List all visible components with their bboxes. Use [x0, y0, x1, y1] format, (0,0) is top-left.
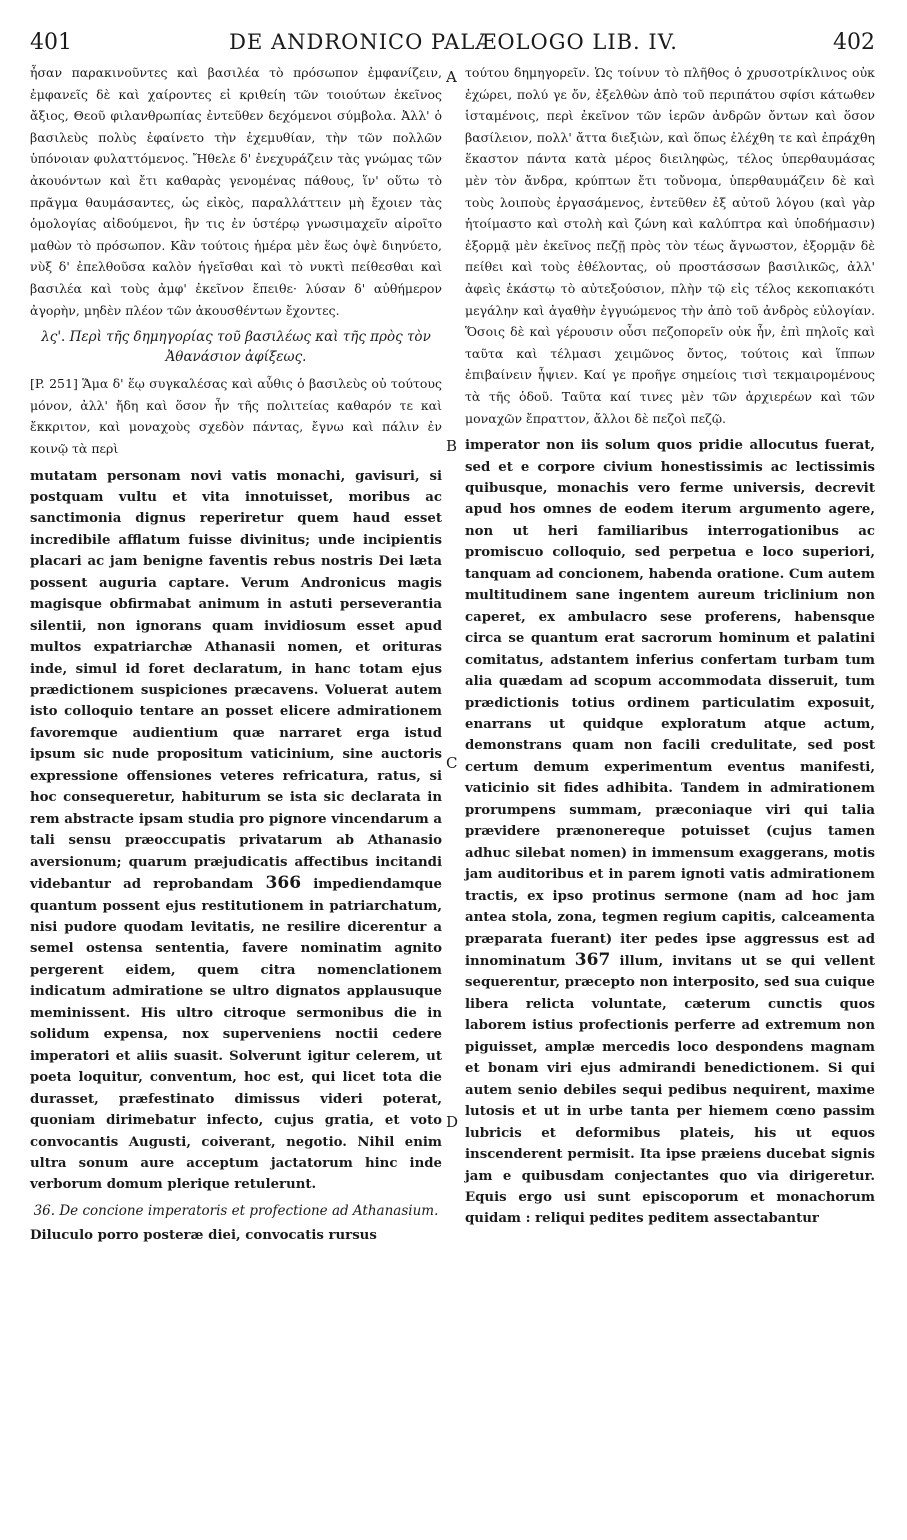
latin-section-heading: 36. De concione imperatoris et profectione ad Athanasium.: [33, 1202, 439, 1219]
margin-letter-b: B: [446, 437, 458, 455]
right-page-number: 402: [833, 30, 875, 55]
page-header: [0, 28, 907, 62]
margin-letter-a: A: [446, 68, 457, 86]
latin-paragraph-3: imperator non iis solum quos pridie allocutus fuerat, sed et e corpore civium honestissimis ac lectissimis quibusque, monachis vero ferme universis, decrevit apud hos omnes de eodem iterum argumento agere, non ut heri familiaribus interrogationibus ac promiscuo colloquio, sed perpetua e loco superiori, tanquam ad concionem, habenda oratione. Cum autem multitudinem sane ingentem aureum triclinium non caperet, ex ambulacro sese proferens, habensque circa se quantum erat sacrorum hominum et palatini comitatus, adstantem inferius confertam turbam tum alia quædam ad scopum accommodata disseruit, tum prædictionis totius ordinem particulatim exposuit, enarrans ut quidque exploratum atque actum, demonstrans quam non facili credulitate, sed post certum demum experimentum eventus manifesti, vaticinio sit fides adhibita. Tandem in admirationem prorumpens summam, præconiaque viri qui talia prævidere prænonereque potuisset (cujus tamen adhuc silebat nomen) in immensum exaggerans, motis jam auditoribus et in parem ignoti vatis admirationem tractis, ex ipso protinus sermone (nam ad hoc jam antea stola, zona, tegmen regium capitis, calceamenta præparata fuerant) iter pedes ipse aggressus est ad innominatum 367 illum, invitans ut se qui vellent sequerentur, præcepto non interposito, sed sua cuique libera relicta voluntate, cæterum cunctis quos laborem istius profectionis perferre ad extremum non piguisset, amplæ mercedis loco despondens magnam et bonam viri ejus admirandi benedictionem. Si qui autem senio debiles sequi pedibus nequirent, maxime lutosis et ut in urbe tanta per hiemem cœno passim lubricis et deformibus plateis, his ut equos inscenderent permisit. Ita ipse præiens ducebat signis jam e quibusdam conjectantes quo via dirigeretur. Equis ergo usi sunt episcoporum et monachorum quidam : reliqui pedites peditem assectabantur: [465, 438, 875, 1227]
right-latin-text: [465, 435, 875, 1230]
left-greek-text-2: [30, 373, 442, 459]
latin-paragraph-2: Diluculo porro posteræ diei, convocatis rursus: [30, 1227, 377, 1243]
column-number-367: 367: [574, 949, 611, 970]
column-number-366: 366: [265, 873, 302, 894]
greek-paragraph-1: ἦσαν παρακινοῦντες καὶ βασιλέα τὸ πρόσωπον ἐμφανίζειν, ἐμφανεῖς δὲ καὶ χαίροντες εἰ κριθείη τῶν τοιούτων ἐκεῖνος ἄξιος, Θεοῦ φιλανθρωπίας ἐντεῦθεν δεχόμενοι σύμβολα. Ἀλλ' ὁ βασιλεὺς πολὺς ἐφαίνετο τὴν ἐχεμυθίαν, τὴν τῶν πολλῶν ὑπόνοιαν φυλαττόμενος. Ἤθελε δ' ἐνεχυράζειν τὰς γνώμας τῶν ἀκουόντων καὶ ἔτι καθαρὰς γενομένας πάθους, ἵν' οὕτω τὸ πρᾶγμα θαυμάσαντες, ὡς εἰκὸς, παραλλάττειν μὴ ἔχοιεν τὰς ὁμολογίας αἰδούμενοι, ἣν τις ἐν ὑστέρῳ γνωσιμαχεῖν αἱροῖτο μαθὼν τὸ πρόσωπον. Κἂν τούτοις ἡμέρα μὲν ἕως ὀψὲ διηνύετο, νὺξ δ' ἐπελθοῦσα καλὸν ἡγεῖσθαι καὶ τὸ νυκτὶ πείθεσθαι καὶ βασιλέα καὶ τοὺς ἀμφ' ἐκεῖνον ἔπειθε· λύσαν δ' αὐθήμερον ἀγορὴν, μηδὲν πλέον τῶν ἀκουσθέντων ἔχοντες.: [30, 65, 442, 318]
right-greek-text: [465, 62, 875, 429]
left-page-number: 401: [30, 30, 72, 55]
latin-paragraph-1: mutatam personam novi vatis monachi, gavisuri, si postquam vultu et vita innotuisset, moribus ac sanctimonia dignus reperiretur quem haud esset incredibile afflatum fuisse divinitus; unde incipientis placari ac jam benigne faventis rebus nostris Dei læta possent auguria captare. Verum Andronicus magis magisque obfirmabat animum in astuti perseverantia silentii, non ignorans quam invidiosum esset apud multos expatriarchæ Athanasii nomen, et orituras inde, simul id foret declaratum, in hanc totam ejus prædictionem suspiciones præcavens. Voluerat autem isto colloquio tentare an posset elicere admirationem favoremque audientium quæ narraret erga istud ipsum sic nude propositum vaticinium, sine auctoris expressione offensiones veteres refricatura, ratus, si hoc consequeretur, habiturum se ista sic declarata in rem abstracte ipsam studia pro pignore vincendarum a tali sensu præoccupatis privatarum ab Athanasio aversionum; quarum præjudicatis affectibus incitandi videbantur ad reprobandam 366 impediendamque quantum possent ejus restitutionem in patriarchatum, nisi pudore quodam levitatis, ne resilire dicerentur a semel ostensa sententia, favere nominatim agnito pergerent eidem, quem citra nomenclationem indicatum admiratione se ultro dignatos applausuque meminissent. His ultro citroque sermonibus die in solidum expensa, nox superveniens noctii cedere imperatori et aliis suasit. Solverunt igitur celerem, ut poeta loquitur, conventum, hoc est, qui licet tota die durasset, præfestinato dimissus videri poterat, quoniam dirimebatur infecto, cujus gratia, et voto convocantis Augusti, coiverant, negotio. Nihil enim ultra sonum aure acceptum jactatorum hinc inde verborum domum plerique retulerunt.: [30, 468, 442, 1193]
left-greek-text: [30, 62, 442, 321]
greek-paragraph-3: τούτου δημηγορεῖν. Ὡς τοίνυν τὸ πλῆθος ὁ χρυσοτρίκλινος οὐκ ἐχώρει, πολύ γε ὄν, ἐξελθὼν ἀπὸ τοῦ περιπάτου σφίσι κάτωθεν ἱσταμένοις, περὶ ἐκεῖνον τῶν ἱερῶν ἀνδρῶν ὄντων καὶ ὅσον βασίλειον, πολλ' ἄττα διεξιὼν, καὶ ὅπως ἐλέχθη τε καὶ ἐπράχθη ἕκαστον πάντα κατὰ μέρος διειληφὼς, τέλος ὑπερθαυμάσας μὲν τὸν ἄνδρα, κρύπτων ἔτι τοὔνομα, ὑπερθαυμάζειν δὲ καὶ τοὺς λοιποὺς ἐργασάμενος, ἐντεῦθεν ἐξ αὐτοῦ λόγου (καὶ γὰρ ἡτοίμαστο καὶ στολὴ καὶ ζώνη καὶ καλύπτρα καὶ ὑποδήμασιν) ἐξορμᾷ μὲν ἐκεῖνος πεζῇ πρὸς τὸν τέως ἄγνωστον, ἐξορμᾷν δὲ πείθει καὶ τοὺς ἐθέλοντας, οὐ προστάσσων βασιλικῶς, ἀλλ' ἀφεὶς ἑκάστῳ τὸ αὐτεξούσιον, πλὴν τῷ εἰς τέλος κεκοπιακότι μεγάλην καὶ ἀγαθὴν ἐγγυώμενος τὴν ἀπὸ τοῦ ἀνδρὸς εὐλογίαν. Ὅσοις δὲ καὶ γέρουσιν οὖσι πεζοπορεῖν οὐκ ἦν, ἐπὶ πηλοῖς καὶ ταῦτα καὶ τέλμασι χειμῶνος ὄντος, τούτοις καὶ ἵππων ἐπιβαίνειν ἧψιεν. Καί γε προῆγε σημείοις τισὶ τεκμαιρομένους τὰ τῆς ὁδοῦ. Ταῦτα καί τινες μὲν τῶν ἀρχιερέων καὶ τῶν μοναχῶν ἔπραττον, ἄλλοι δὲ πεζοὶ πεζῷ.: [465, 65, 875, 426]
running-title: DE ANDRONICO PALÆOLOGO LIB. IV.: [229, 30, 678, 54]
margin-letter-c: C: [446, 754, 458, 772]
margin-letter-d: D: [446, 1113, 459, 1131]
left-column: [30, 62, 442, 1246]
right-column: [465, 62, 875, 1230]
left-latin-text: [30, 466, 442, 1247]
greek-section-heading: λς'. Περὶ τῆς δημηγορίας τοῦ βασιλέως καὶ τῆς πρὸς τὸν Ἀθανάσιον ἀφίξεως.: [41, 329, 431, 366]
greek-paragraph-2: [P. 251] Ἅμα δ' ἕῳ συγκαλέσας καὶ αὖθις ὁ βασιλεὺς οὐ τούτους μόνον, ἀλλ' ἤδη καὶ ὅσον ἦν τῆς πολιτείας καθαρόν τε καὶ ἔκκριτον, καὶ μοναχοὺς σχεδὸν πάντας, ἔγνω καὶ πάλιν ἐν κοινῷ τὰ περὶ: [30, 376, 442, 456]
